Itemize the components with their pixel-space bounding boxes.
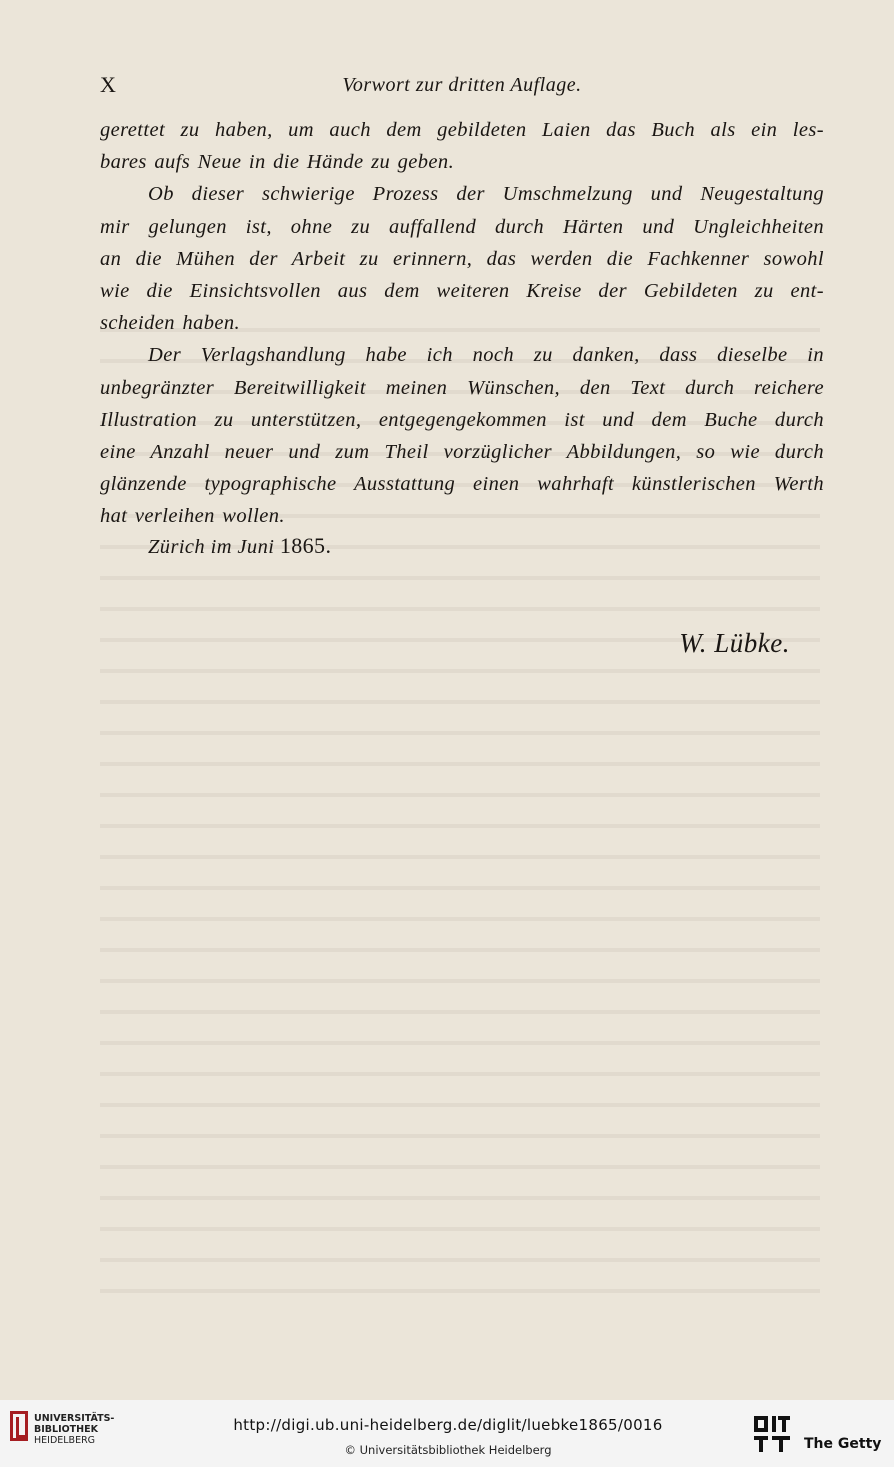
page-header [100, 72, 824, 100]
text-line: scheiden haben. [100, 312, 241, 335]
copyright-notice: © Universitätsbibliothek Heidelberg [344, 1443, 552, 1457]
text-line: Ob dieser schwierige Prozess der Umschmelzung und Neugestaltung [148, 183, 824, 206]
text-line: mir gelungen ist, ohne zu auffallend durch Härten und Ungleichheiten [100, 215, 824, 238]
running-head: Vorwort zur dritten Auflage. [342, 74, 582, 96]
text-line: eine Anzahl neuer und zum Theil vorzüglicher Abbildungen, so wie durch [100, 440, 824, 463]
author-signature: W. Lübke. [679, 628, 790, 658]
text-line: gerettet zu haben, um auch dem gebildeten Laien das Buch als ein les- [100, 119, 824, 141]
library-logo-icon[interactable] [10, 1411, 28, 1441]
library-name[interactable] [34, 1413, 114, 1446]
body-text [100, 114, 824, 532]
dateline-place: Zürich im Juni [148, 536, 275, 558]
library-name-line: HEIDELBERG [34, 1435, 96, 1446]
dateline [148, 533, 331, 559]
text-line: unbegränzter Bereitwilligkeit meinen Wünschen, den Text durch reichere [100, 376, 824, 399]
permalink-url[interactable]: http://digi.ub.uni-heidelberg.de/diglit/luebke1865/0016 [233, 1416, 663, 1434]
text-line: bares aufs Neue in die Hände zu geben. [100, 151, 455, 174]
text-line: hat verleihen wollen. [100, 505, 285, 528]
text-line: Der Verlagshandlung habe ich noch zu danken, dass dieselbe in [148, 344, 824, 367]
text-line: an die Mühen der Arbeit zu erinnern, das werden die Fachkenner sowohl [100, 247, 824, 270]
text-line: Illustration zu unterstützen, entgegengekommen ist und dem Buche durch [100, 408, 824, 431]
library-name-line: BIBLIOTHEK [34, 1424, 98, 1435]
partner-name[interactable]: The Getty [804, 1436, 882, 1452]
text-line: glänzende typographische Ausstattung einen wahrhaft künstlerischen Werth [100, 473, 824, 496]
library-name-line: UNIVERSITÄTS- [34, 1413, 115, 1424]
text-line: wie die Einsichtsvollen aus dem weiteren Kreise der Gebildeten zu ent- [100, 279, 824, 302]
viewer-footer [0, 1400, 894, 1467]
dateline-year: 1865. [279, 533, 332, 558]
page-number: X [100, 72, 117, 97]
getty-logo-icon[interactable] [752, 1414, 792, 1454]
